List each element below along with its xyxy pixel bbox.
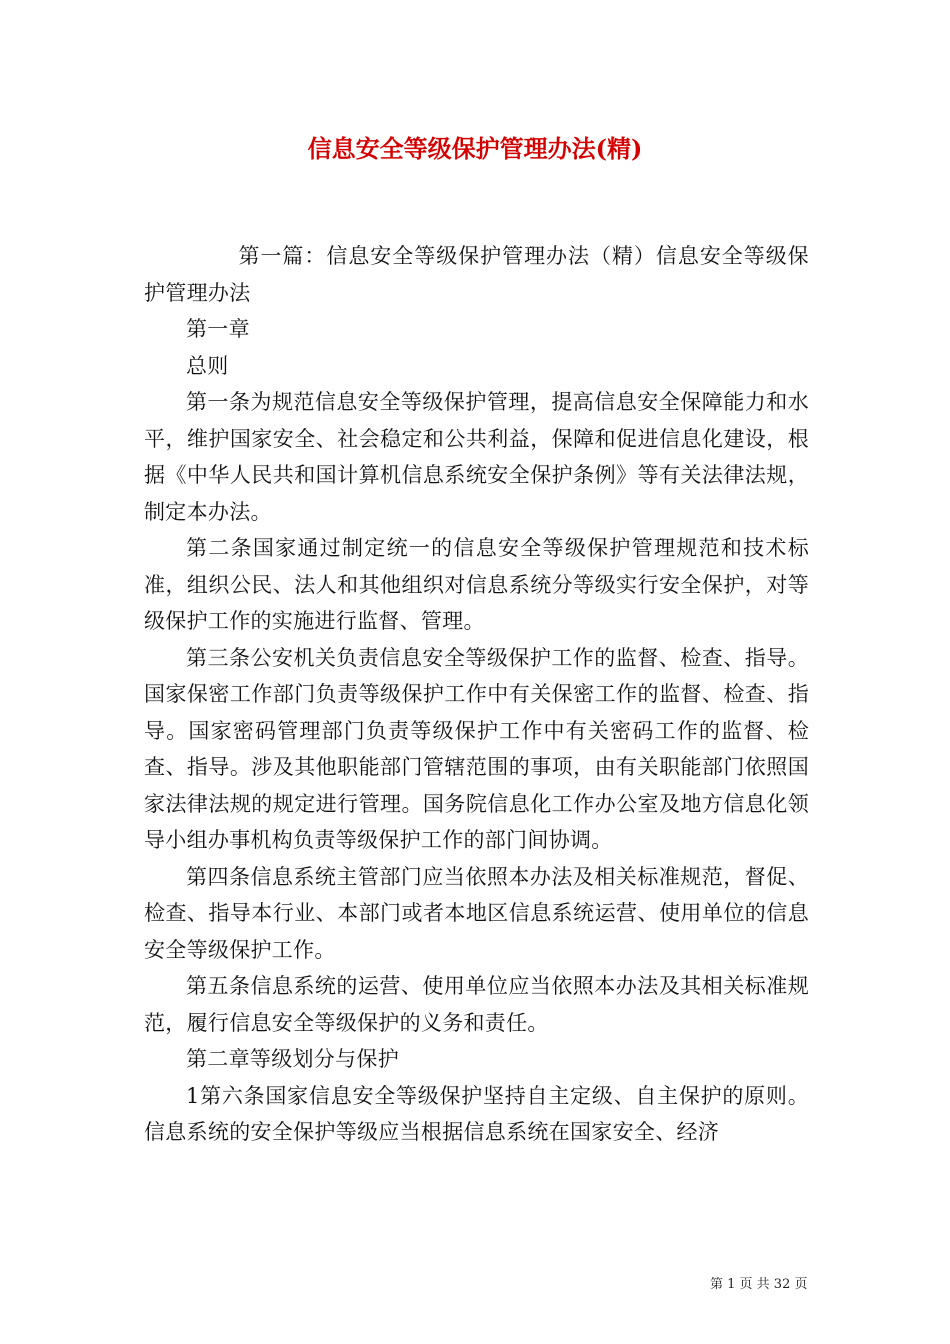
paragraph-section-heading: 总则 xyxy=(186,353,229,378)
paragraph-chapter-2-heading: 第二章等级划分与保护 xyxy=(186,1047,399,1071)
paragraph-part-heading: 第一篇：信息安全等级保护管理办法（精）信息安全等级保护管理办法 xyxy=(144,244,809,305)
page-footer: 第 1 页 共 32 页 xyxy=(710,1277,808,1292)
paragraph-chapter-heading: 第一章 xyxy=(186,317,250,341)
paragraph-article-1: 第一条为规范信息安全等级保护管理，提高信息安全保障能力和水平，维护国家安全、社会稳定和公共利益，保障和促进信息化建设，根据《中华人民共和国计算机信息系统安全保护条例》等有关法律法规，制定本办法。 xyxy=(144,390,809,524)
document-body xyxy=(144,238,809,1151)
paragraph-article-6: 1第六条国家信息安全等级保护坚持自主定级、自主保护的原则。信息系统的安全保护等级应当根据信息系统在国家安全、经济 xyxy=(144,1083,809,1144)
paragraph-article-2: 第二条国家通过制定统一的信息安全等级保护管理规范和技术标准，组织公民、法人和其他组织对信息系统分等级实行安全保护，对等级保护工作的实施进行监督、管理。 xyxy=(144,536,809,633)
document-title: 信息安全等级保护管理办法(精) xyxy=(307,134,643,163)
paragraph-article-5: 第五条信息系统的运营、使用单位应当依照本办法及其相关标准规范，履行信息安全等级保护的义务和责任。 xyxy=(144,974,809,1035)
paragraph-article-4: 第四条信息系统主管部门应当依照本办法及相关标准规范，督促、检查、指导本行业、本部门或者本地区信息系统运营、使用单位的信息安全等级保护工作。 xyxy=(144,864,809,962)
paragraph-article-3: 第三条公安机关负责信息安全等级保护工作的监督、检查、指导。国家保密工作部门负责等级保护工作中有关保密工作的监督、检查、指导。国家密码管理部门负责等级保护工作中有关密码工作的监督、检查、指导。涉及其他职能部门管辖范围的事项，由有关职能部门依照国家法律法规的规定进行管理。国务院信息化工作办公室及地方信息化领导小组办事机构负责等级保护工作的部门间协调。 xyxy=(144,645,809,852)
